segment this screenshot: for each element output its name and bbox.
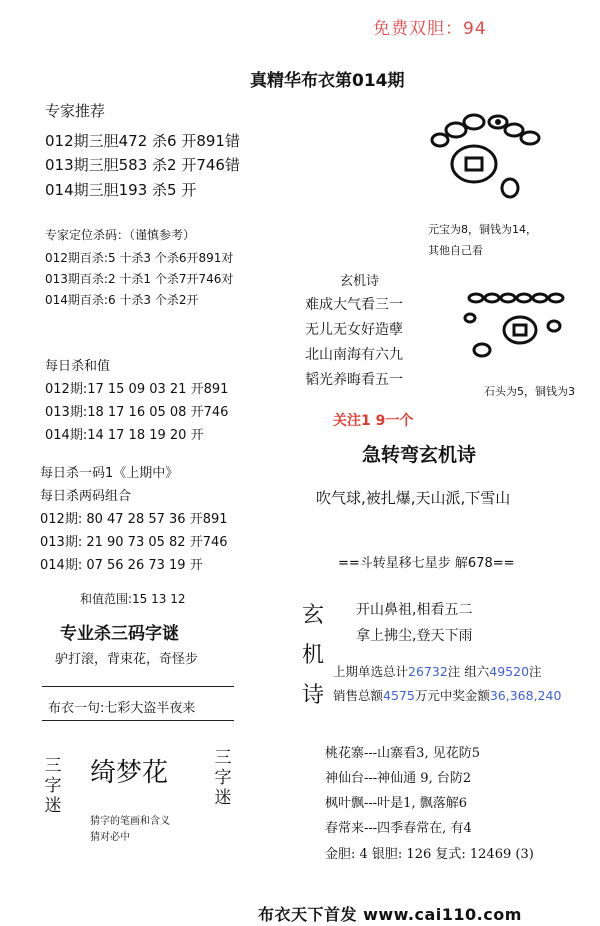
picture2-caption: 石头为5，铜钱为3 bbox=[484, 385, 575, 398]
sum-range: 和值范围:15 13 12 bbox=[80, 592, 186, 606]
divider bbox=[42, 720, 234, 721]
sum-kill-heading: 每日杀和值 bbox=[45, 359, 111, 374]
xuanji-poem-line: 韬光养晦看五一 bbox=[305, 372, 403, 388]
xuanji-poem-heading: 玄机诗 bbox=[340, 274, 380, 289]
riddle-side-char: 字 bbox=[214, 768, 232, 788]
position-kill-row: 013期百杀:2 十杀1 个杀7开746对 bbox=[45, 272, 234, 286]
three-code-riddle-title: 专业杀三码字谜 bbox=[60, 624, 179, 644]
xuanji-poem-line: 北山南海有六九 bbox=[305, 347, 403, 363]
riddle-side-right bbox=[212, 748, 234, 808]
picture1-caption: 其他自己看 bbox=[428, 244, 483, 257]
riddle-side-char: 字 bbox=[44, 776, 62, 796]
total-sales-value: 4575 bbox=[383, 688, 415, 703]
xuanji-poem-line: 无儿无女好造孽 bbox=[305, 322, 403, 338]
jizhuanwan-text: 吹气球,被扎爆,天山派,下雪山 bbox=[316, 489, 511, 507]
riddle-hint: 猜对必中 bbox=[90, 832, 130, 843]
xuanji-side-char: 机 bbox=[301, 643, 324, 668]
one-code-heading: 每日杀一码1《上期中》 bbox=[40, 466, 179, 481]
riddle-hint: 猜字的笔画和含义 bbox=[90, 816, 170, 827]
ingot-coin-picture-icon bbox=[430, 108, 550, 208]
position-kill-heading: 专家定位杀码：（谨慎参考） bbox=[45, 228, 196, 242]
focus-note: 关注1 9一个 bbox=[333, 413, 414, 429]
single-total-value: 26732 bbox=[408, 664, 448, 679]
two-code-heading: 每日杀两码组合 bbox=[40, 489, 132, 504]
expert-row: 014期三胆193 杀5 开 bbox=[45, 181, 197, 199]
free-double-banner: 免费双胆：94 bbox=[373, 19, 487, 39]
sales-line-2 bbox=[333, 686, 561, 704]
sum-kill-row: 013期:18 17 16 05 08 开746 bbox=[45, 405, 229, 420]
picture1-caption: 元宝为8，铜钱为14， bbox=[428, 223, 537, 236]
xuanji-line: 拿上拂尘,登天下雨 bbox=[356, 628, 473, 644]
xuanji-line: 开山鼻祖,相看五二 bbox=[356, 602, 473, 618]
divider bbox=[42, 686, 234, 687]
riddle-side-char: 三 bbox=[44, 756, 62, 776]
sum-kill-row: 012期:17 15 09 03 21 开891 bbox=[45, 382, 229, 397]
xuanji-poem-line: 难成大气看三一 bbox=[305, 297, 403, 313]
xuanji-side-char: 诗 bbox=[301, 683, 324, 708]
two-code-row: 012期: 80 47 28 57 36 开891 bbox=[40, 512, 228, 527]
position-kill-row: 014期百杀:6 十杀3 个杀2开 bbox=[45, 293, 199, 307]
prize-amount-value: 36,368,240 bbox=[489, 688, 562, 703]
expert-row: 013期三胆583 杀2 开746错 bbox=[45, 156, 240, 174]
riddle-side-left bbox=[42, 756, 64, 816]
riddle-row: 枫叶飘---叶是1, 飘落解6 bbox=[325, 796, 467, 811]
stone-coin-picture-icon bbox=[462, 292, 582, 364]
sales-label: 万元中奖金额 bbox=[414, 688, 490, 703]
riddle-row: 春常来---四季春常在, 有4 bbox=[325, 821, 472, 836]
expert-row: 012期三胆472 杀6 开891错 bbox=[45, 132, 240, 150]
sum-kill-row: 014期:14 17 18 19 20 开 bbox=[45, 428, 204, 443]
riddle-side-char: 迷 bbox=[44, 796, 62, 816]
expert-heading: 专家推荐 bbox=[45, 102, 106, 120]
page-title: 真精华布衣第014期 bbox=[250, 71, 405, 91]
sales-label: 上期单选总计 bbox=[333, 664, 409, 679]
three-code-riddle-text: 驴打滚，背束花，奇怪步 bbox=[55, 652, 199, 667]
two-code-row: 014期: 07 56 26 73 19 开 bbox=[40, 558, 203, 573]
two-code-row: 013期: 21 90 73 05 82 开746 bbox=[40, 535, 228, 550]
position-kill-row: 012期百杀:5 十杀3 个杀6开891对 bbox=[45, 251, 234, 265]
riddle-side-char: 迷 bbox=[214, 788, 232, 808]
buyi-phrase: 布衣一句:七彩大盗半夜来 bbox=[48, 701, 196, 716]
xuanji-side bbox=[300, 596, 326, 716]
riddle-row: 桃花寨---山寨看3, 见花防5 bbox=[325, 746, 480, 761]
sales-label: 销售总额 bbox=[333, 688, 384, 703]
group6-value: 49520 bbox=[489, 664, 530, 679]
summary-line: 金胆: 4 银胆: 126 复式: 12469 (3) bbox=[325, 847, 534, 862]
sales-line-1 bbox=[333, 662, 542, 680]
sales-label: 注 组六 bbox=[447, 664, 490, 679]
douzhuan-line: ==斗转星移七星步 解678== bbox=[338, 556, 515, 571]
riddle-row: 神仙台---神仙通 9, 台防2 bbox=[325, 771, 472, 786]
riddle-word: 绮梦花 bbox=[90, 758, 169, 788]
sales-label: 注 bbox=[529, 664, 542, 679]
jizhuanwan-title: 急转弯玄机诗 bbox=[362, 444, 477, 466]
xuanji-side-char: 玄 bbox=[301, 603, 324, 628]
riddle-side-char: 三 bbox=[214, 748, 232, 768]
footer-credit: 布衣天下首发 www.cai110.com bbox=[258, 905, 522, 924]
